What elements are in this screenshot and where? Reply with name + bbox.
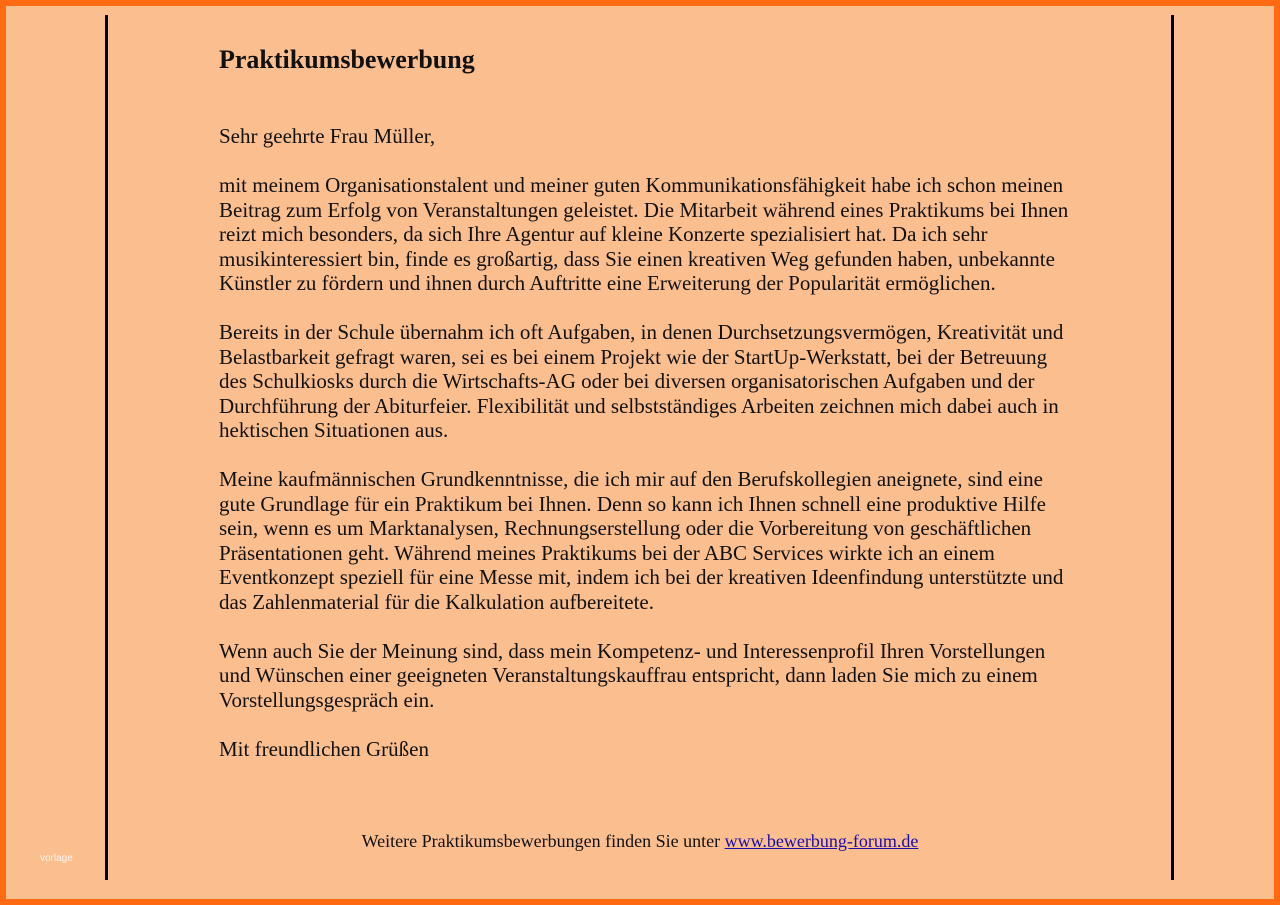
right-rule-line <box>1171 15 1174 880</box>
footer-note <box>0 830 1280 852</box>
letter-body <box>219 43 1079 761</box>
paragraph-4: Wenn auch Sie der Meinung sind, dass mein Kompetenz- und Interessenprofil Ihren Vorstellungen und Wünschen einer geeigneten Veranstaltungskauffrau entspricht, dann laden Sie mich zu einem Vorstellungsgespräch ein. <box>219 638 1046 712</box>
paragraph-1: mit meinem Organisationstalent und meiner guten Kommunikationsfähigkeit habe ich schon meinen Beitrag zum Erfolg von Veranstaltungen geleistet. Die Mitarbeit während eines Praktikums bei Ihnen reizt mich besonders, da sich Ihre Agentur auf kleine Konzerte spezialisiert hat. Da ich sehr musikinteressiert bin, finde es großartig, dass Sie einen kreativen Weg gefunden haben, unbekannte Künstler zu fördern und ihnen durch Auftritte eine Erweiterung der Popularität ermöglichen. <box>219 173 1069 295</box>
left-rule-line <box>105 15 108 880</box>
paragraph-3: Meine kaufmännischen Grundkenntnisse, die ich mir auf den Berufskollegien aneignete, sind eine gute Grundlage für ein Praktikum bei Ihnen. Denn so kann ich Ihnen schnell eine produktive Hilfe sein, wenn es um Marktanalysen, Rechnungserstellung oder die Vorbereitung von geschäftlichen Präsentationen geht. Während meines Praktikums bei der ABC Services wirkte ich an einem Eventkonzept speziell für eine Messe mit, indem ich bei der kreativen Ideenfindung unterstützte und das Zahlenmaterial für die Kalkulation aufbereitete. <box>219 467 1064 614</box>
salutation: Sehr geehrte Frau Müller, <box>219 124 436 148</box>
letter-title: Praktikumsbewerbung <box>219 45 475 74</box>
paragraph-2: Bereits in der Schule übernahm ich oft Aufgaben, in denen Durchsetzungsvermögen, Kreativität und Belastbarkeit gefragt waren, sei es bei einem Projekt wie der StartUp-Werkstatt, bei der Betreuung des Schulkiosks durch die Wirtschafts-AG oder bei diversen organisatorischen Aufgaben und der Durchführung der Abiturfeier. Flexibilität und selbstständiges Arbeiten zeichnen mich dabei auch in hektischen Situationen aus. <box>219 320 1064 442</box>
closing: Mit freundlichen Grüßen <box>219 736 429 761</box>
footer-link[interactable]: www.bewerbung-forum.de <box>724 831 919 851</box>
watermark-text: vorlage <box>40 853 73 864</box>
footer-text: Weitere Praktikumsbewerbungen finden Sie unter <box>361 831 725 851</box>
